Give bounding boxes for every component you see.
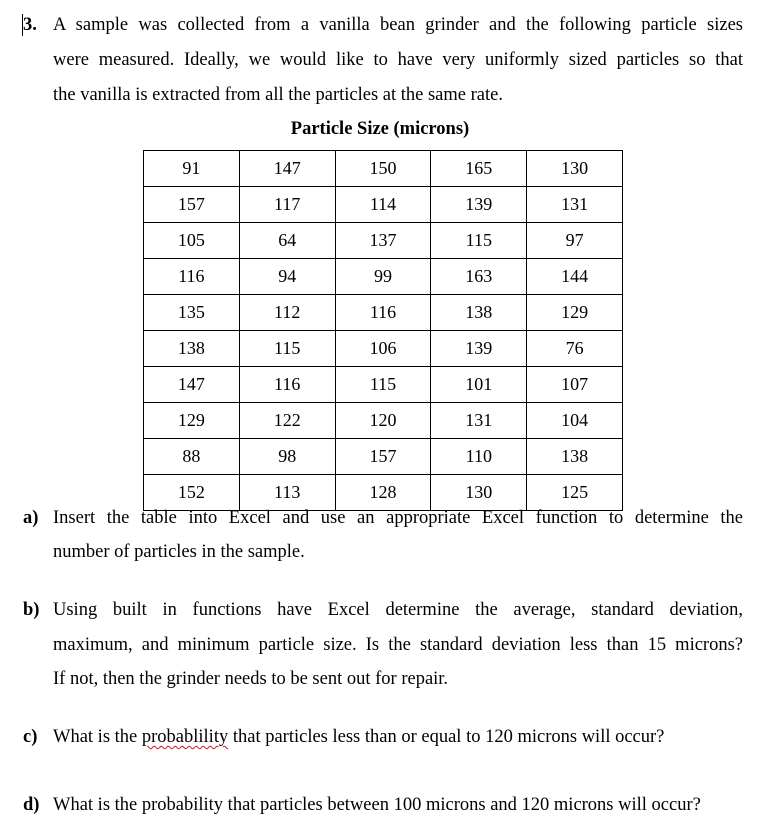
particle-size-table [143,150,623,511]
table-cell: 115 [335,367,431,403]
table-cell: 104 [527,403,623,439]
table-cell: 129 [527,295,623,331]
table-cell: 138 [144,331,240,367]
table-cell: 107 [527,367,623,403]
table-cell: 101 [431,367,527,403]
part-a-line-1: Insert the table into Excel and use an appropriate Excel function to determine the [53,508,743,528]
table-cell: 110 [431,439,527,475]
table-caption: Particle Size (microns) [290,119,470,139]
part-a-line-2: number of particles in the sample. [53,542,305,562]
intro-line-3: the vanilla is extracted from all the particles at the same rate. [53,85,503,105]
table-cell: 165 [431,151,527,187]
table-row [144,367,623,403]
table-cell: 157 [335,439,431,475]
table-cell: 116 [239,367,335,403]
table-row [144,151,623,187]
table-cell: 130 [431,475,527,511]
table-cell: 94 [239,259,335,295]
table-row [144,259,623,295]
table-cell: 115 [239,331,335,367]
table-cell: 114 [335,187,431,223]
table-cell: 116 [335,295,431,331]
table-cell: 106 [335,331,431,367]
table-cell: 139 [431,187,527,223]
table-cell: 120 [335,403,431,439]
table-cell: 138 [431,295,527,331]
table-cell: 76 [527,331,623,367]
part-c-label: c) [23,727,38,747]
table-cell: 157 [144,187,240,223]
table-cell: 97 [527,223,623,259]
table-cell: 91 [144,151,240,187]
part-d-text: What is the probability that particles between 100 microns and 120 microns will occur? [53,795,701,815]
intro-line-1: A sample was collected from a vanilla bean grinder and the following particle sizes [53,15,743,35]
table-cell: 113 [239,475,335,511]
table-cell: 99 [335,259,431,295]
table-cell: 131 [527,187,623,223]
table-cell: 88 [144,439,240,475]
table-cell: 147 [239,151,335,187]
table-cell: 112 [239,295,335,331]
part-c-text-after: that particles less than or equal to 120 microns will occur? [228,727,665,747]
part-d-label: d) [23,795,40,815]
table-row [144,187,623,223]
table-cell: 163 [431,259,527,295]
table-cell: 150 [335,151,431,187]
table-cell: 135 [144,295,240,331]
table-cell: 129 [144,403,240,439]
table-cell: 139 [431,331,527,367]
part-b-line-3: If not, then the grinder needs to be sent out for repair. [53,669,449,689]
table-cell: 147 [144,367,240,403]
table-cell: 131 [431,403,527,439]
table-cell: 64 [239,223,335,259]
table-row [144,475,623,511]
table-cell: 98 [239,439,335,475]
table-row [144,223,623,259]
table-cell: 117 [239,187,335,223]
part-a-label: a) [23,508,39,528]
table-cell: 115 [431,223,527,259]
table-cell: 105 [144,223,240,259]
table-cell: 122 [239,403,335,439]
table-row [144,439,623,475]
part-b-line-2: maximum, and minimum particle size. Is the standard deviation less than 15 microns? [53,635,743,655]
table-cell: 116 [144,259,240,295]
table-row [144,295,623,331]
table-cell: 130 [527,151,623,187]
intro-line-2: were measured. Ideally, we would like to have very uniformly sized particles so that [53,50,743,70]
misspelled-word[interactable]: probablility [141,727,229,747]
part-c-text [53,726,664,748]
part-b-label: b) [23,600,40,620]
table-cell: 128 [335,475,431,511]
table-row [144,331,623,367]
part-c-text-before: What is the [53,727,142,747]
problem-number: 3. [23,15,37,35]
table-cell: 152 [144,475,240,511]
table-cell: 125 [527,475,623,511]
table-cell: 138 [527,439,623,475]
table-row [144,403,623,439]
table-cell: 144 [527,259,623,295]
part-b-line-1: Using built in functions have Excel determine the average, standard deviation, [53,600,743,620]
table-cell: 137 [335,223,431,259]
